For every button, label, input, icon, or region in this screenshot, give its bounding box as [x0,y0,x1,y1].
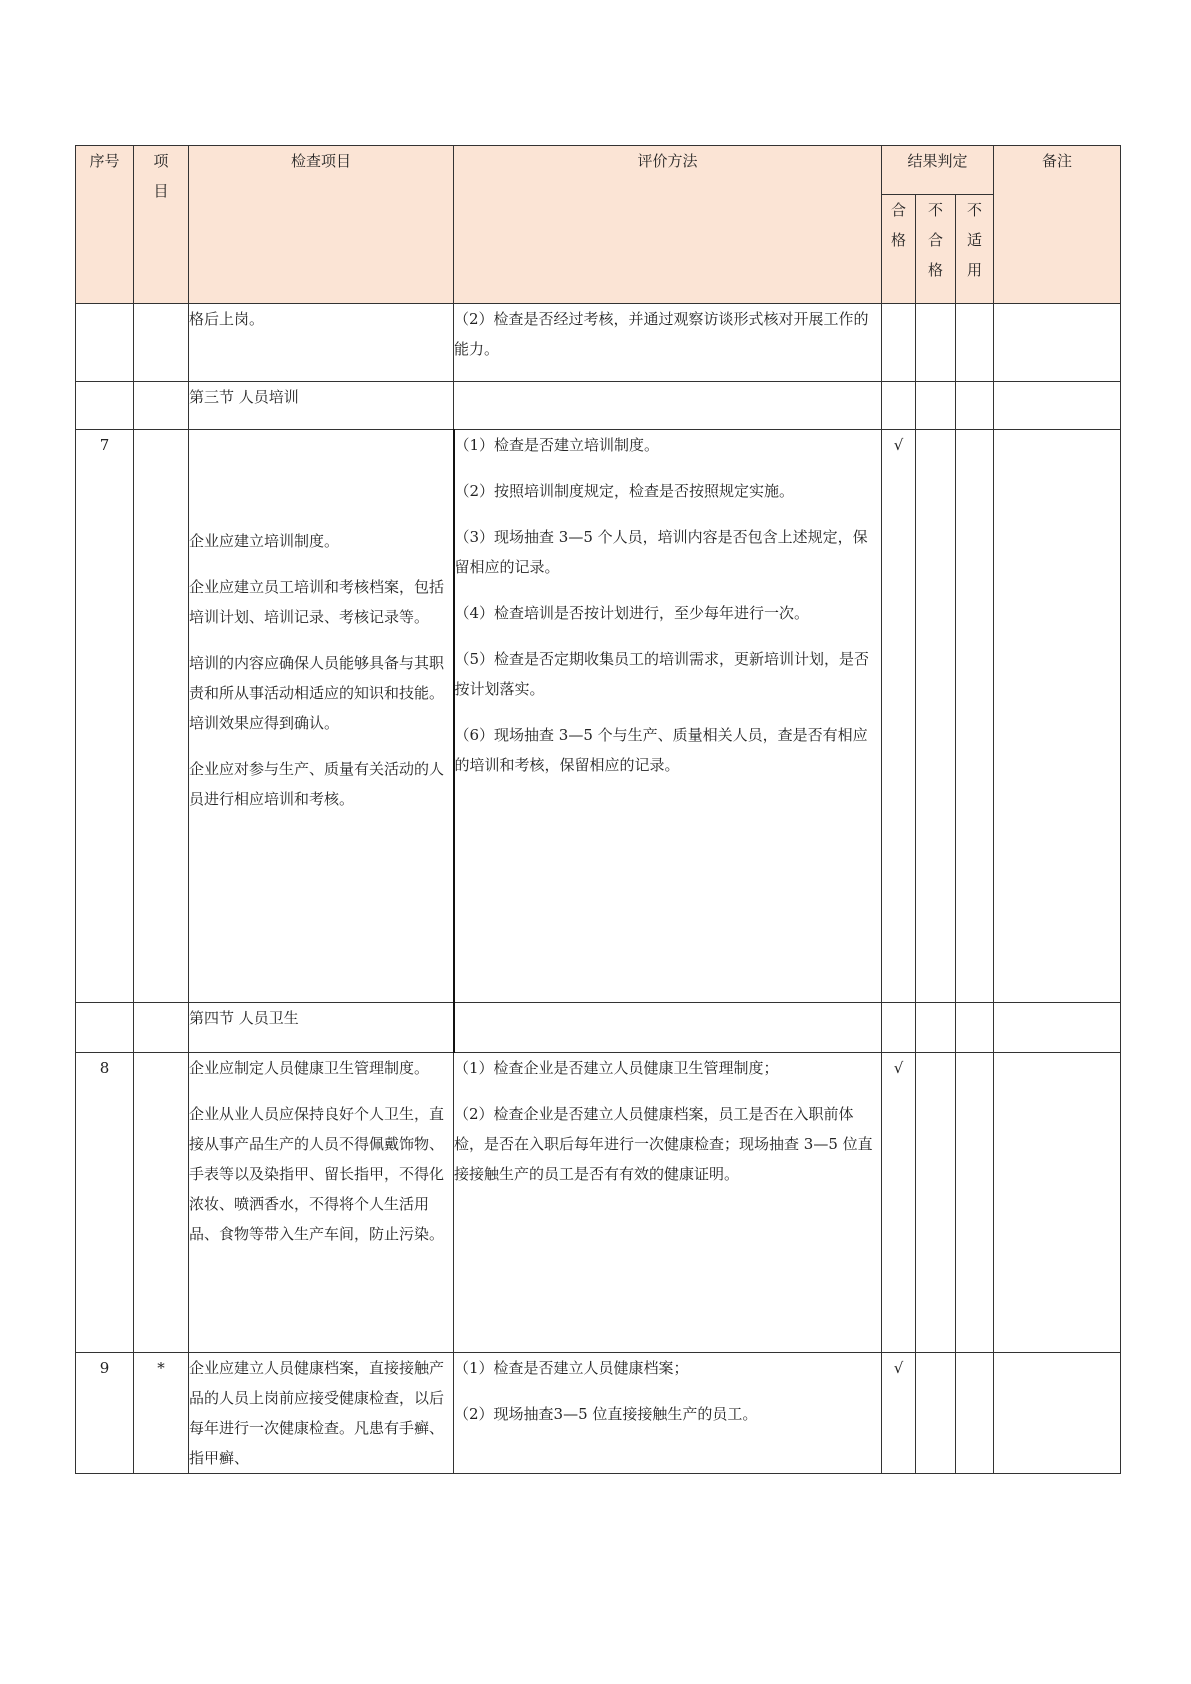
header-pass: 合格 [882,195,916,304]
header-check-item: 检查项目 [189,146,454,304]
check-paragraph: 第四节 人员卫生 [189,1009,299,1027]
method-paragraph: （2）按照培训制度规定，检查是否按照规定实施。 [454,482,795,500]
check-paragraph: 培训的内容应确保人员能够具备与其职责和所从事活动相适应的知识和技能。培训效果应得到确认。 [189,654,445,732]
row-na [956,304,994,382]
check-paragraph: 企业应建立人员健康档案，直接接触产品的人员上岗前应接受健康检查，以后每年进行一次健康检查。凡患有手癣、指甲癣、 [189,1359,445,1467]
row-remark [994,1053,1121,1353]
method-paragraph: （4）检查培训是否按计划进行，至少每年进行一次。 [454,604,810,622]
row-item [134,304,189,382]
row-seq [76,1003,134,1053]
row-remark [994,304,1121,382]
row-check-item [189,382,454,430]
table-row [76,304,1121,382]
row-na [956,1003,994,1053]
row-fail [916,382,956,430]
row-method [454,430,882,1003]
row-item: * [134,1353,189,1474]
check-paragraph: 企业应建立员工培训和考核档案，包括培训计划、培训记录、考核记录等。 [189,578,445,626]
header-na: 不适用 [956,195,994,304]
row-na [956,1353,994,1474]
check-paragraph: 格后上岗。 [189,310,265,328]
row-pass: √ [882,1053,916,1353]
row-item [134,1003,189,1053]
row-method [454,1003,882,1053]
row-seq [76,304,134,382]
row-item [134,382,189,430]
row-check-item [189,1053,454,1353]
row-check-item [189,1003,454,1053]
table-row [76,1003,1121,1053]
method-paragraph: （1）检查是否建立人员健康档案； [454,1359,689,1377]
method-paragraph: （2）检查企业是否建立人员健康档案，员工是否在入职前体检，是否在入职后每年进行一次健康检查；现场抽查 3—5 位直接接触生产的员工是否有有效的健康证明。 [454,1105,873,1183]
method-paragraph: （2）检查是否经过考核，并通过观察访谈形式核对开展工作的能力。 [454,310,869,358]
row-item [134,430,189,1003]
method-paragraph: （1）检查企业是否建立人员健康卫生管理制度； [454,1059,779,1077]
header-item: 项目 [134,146,189,304]
check-paragraph: 企业从业人员应保持良好个人卫生，直接从事产品生产的人员不得佩戴饰物、手表等以及染指甲、留长指甲，不得化浓妆、喷洒香水，不得将个人生活用品、食物等带入生产车间，防止污染。 [189,1105,445,1243]
row-pass [882,1003,916,1053]
table-row [76,382,1121,430]
row-seq: 9 [76,1353,134,1474]
method-paragraph: （3）现场抽查 3—5 个人员，培训内容是否包含上述规定，保留相应的记录。 [454,528,868,576]
row-seq [76,382,134,430]
table-row [76,1353,1121,1474]
row-check-item [189,1353,454,1474]
header-result: 结果判定 [882,146,994,195]
table-row [76,430,1121,1003]
row-fail [916,1353,956,1474]
method-paragraph: （1）检查是否建立培训制度。 [454,436,660,454]
check-paragraph: 第三节 人员培训 [189,388,299,406]
method-paragraph: （2）现场抽查3—5 位直接接触生产的员工。 [454,1405,758,1423]
row-pass: √ [882,430,916,1003]
row-method [454,1053,882,1353]
header-method: 评价方法 [454,146,882,304]
row-seq: 8 [76,1053,134,1353]
row-na [956,430,994,1003]
inspection-table [75,145,1121,1474]
table-row [76,1053,1121,1353]
row-check-item [189,430,454,1003]
header-remark: 备注 [994,146,1121,304]
row-na [956,382,994,430]
header-seq: 序号 [76,146,134,304]
row-pass [882,304,916,382]
row-method [454,1353,882,1474]
method-paragraph: （5）检查是否定期收集员工的培训需求，更新培训计划，是否按计划落实。 [454,650,870,698]
row-method [454,382,882,430]
row-seq: 7 [76,430,134,1003]
row-fail [916,1003,956,1053]
row-pass: √ [882,1353,916,1474]
header-row-1 [76,146,1121,195]
method-paragraph: （6）现场抽查 3—5 个与生产、质量相关人员，查是否有相应的培训和考核，保留相应的记录。 [454,726,868,774]
row-method [454,304,882,382]
row-check-item [189,304,454,382]
check-paragraph: 企业应建立培训制度。 [189,532,340,550]
check-paragraph: 企业应对参与生产、质量有关活动的人员进行相应培训和考核。 [189,760,445,808]
row-remark [994,1003,1121,1053]
row-remark [994,430,1121,1003]
row-pass [882,382,916,430]
row-fail [916,1053,956,1353]
row-na [956,1053,994,1353]
row-remark [994,382,1121,430]
row-fail [916,430,956,1003]
check-paragraph: 企业应制定人员健康卫生管理制度。 [189,1059,430,1077]
row-fail [916,304,956,382]
row-item [134,1053,189,1353]
row-remark [994,1353,1121,1474]
header-fail: 不合格 [916,195,956,304]
